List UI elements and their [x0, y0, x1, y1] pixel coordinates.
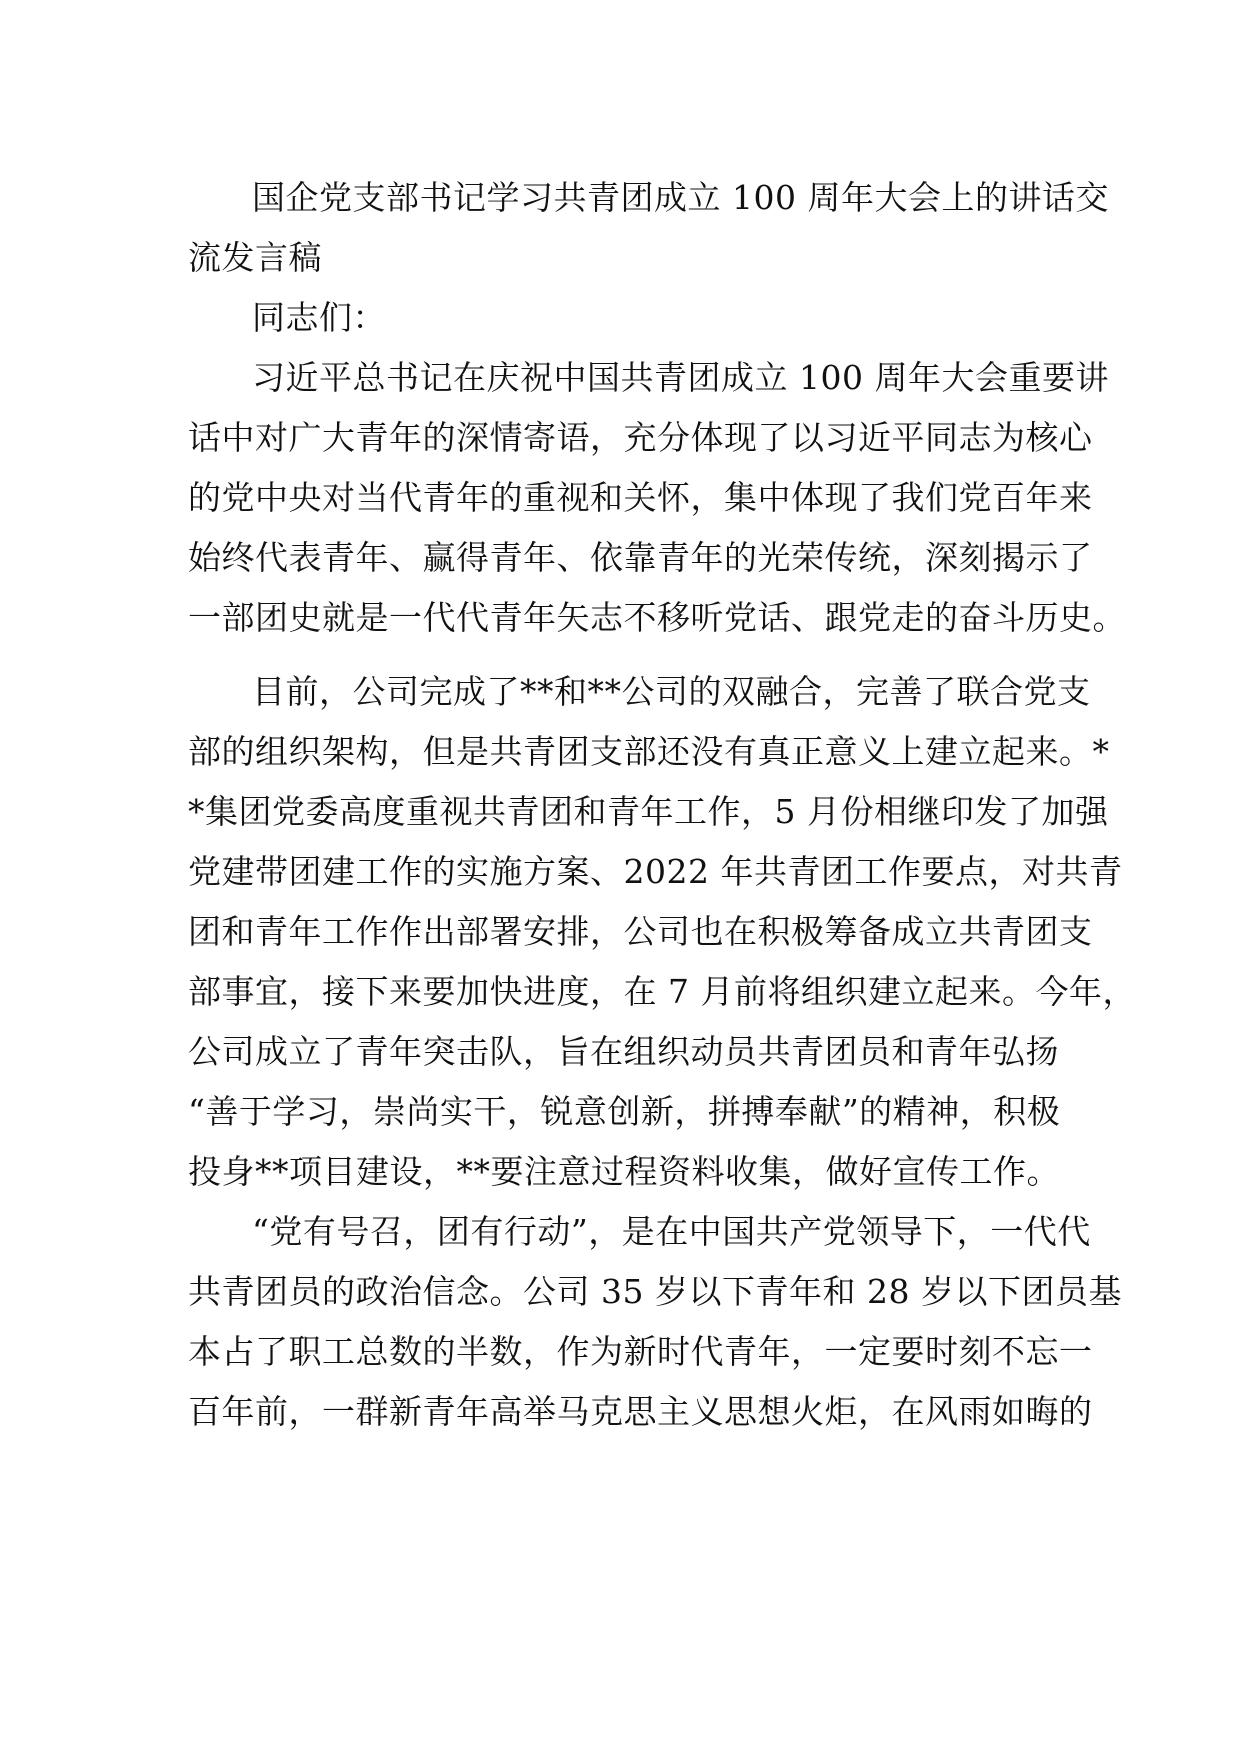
paragraph-1-line-4: 始终代表青年、赢得青年、依靠青年的光荣传统，深刻揭示了	[188, 538, 1093, 577]
paragraph-3-line-4: 百年前，一群新青年高举马克思主义思想火炬，在风雨如晦的	[188, 1392, 1093, 1431]
paragraph-2-line-7: 公司成立了青年突击队，旨在组织动员共青团员和青年弘扬	[188, 1032, 1059, 1071]
paragraph-1-line-2: 话中对广大青年的深情寄语，充分体现了以习近平同志为核心	[188, 418, 1093, 457]
paragraph-2-line-5: 团和青年工作作出部署安排，公司也在积极筹备成立共青团支	[188, 912, 1093, 951]
paragraph-2-line-8: “善于学习，崇尚实干，锐意创新，拼搏奉献”的精神，积极	[188, 1092, 1061, 1131]
paragraph-2-line-6: 部事宜，接下来要加快进度，在 7 月前将组织建立起来。今年，	[188, 972, 1136, 1011]
paragraph-3-line-2: 共青团员的政治信念。公司 35 岁以下青年和 28 岁以下团员基	[188, 1272, 1122, 1311]
document-title-line-2: 流发言稿	[188, 238, 322, 277]
salutation: 同志们：	[252, 298, 386, 337]
paragraph-2-line-9: 投身**项目建设，**要注意过程资料收集，做好宣传工作。	[188, 1152, 1060, 1191]
paragraph-1-line-1: 习近平总书记在庆祝中国共青团成立 100 周年大会重要讲	[252, 358, 1109, 397]
paragraph-3-line-1: “党有号召，团有行动”，是在中国共产党领导下，一代代	[252, 1212, 1091, 1251]
paragraph-3-line-3: 本占了职工总数的半数，作为新时代青年，一定要时刻不忘一	[188, 1332, 1093, 1371]
paragraph-1-line-3: 的党中央对当代青年的重视和关怀，集中体现了我们党百年来	[188, 478, 1093, 517]
document-title-line-1: 国企党支部书记学习共青团成立 100 周年大会上的讲话交	[252, 178, 1109, 217]
paragraph-1-line-5: 一部团史就是一代代青年矢志不移听党话、跟党走的奋斗历史。	[188, 598, 1126, 637]
paragraph-2-line-1: 目前，公司完成了**和**公司的双融合，完善了联合党支	[252, 672, 1091, 711]
paragraph-2-line-2: 部的组织架构，但是共青团支部还没有真正意义上建立起来。*	[188, 732, 1110, 771]
paragraph-2-line-4: 党建带团建工作的实施方案、2022 年共青团工作要点，对共青	[188, 852, 1123, 891]
paragraph-2-line-3: *集团党委高度重视共青团和青年工作，5 月份相继印发了加强	[188, 792, 1109, 831]
